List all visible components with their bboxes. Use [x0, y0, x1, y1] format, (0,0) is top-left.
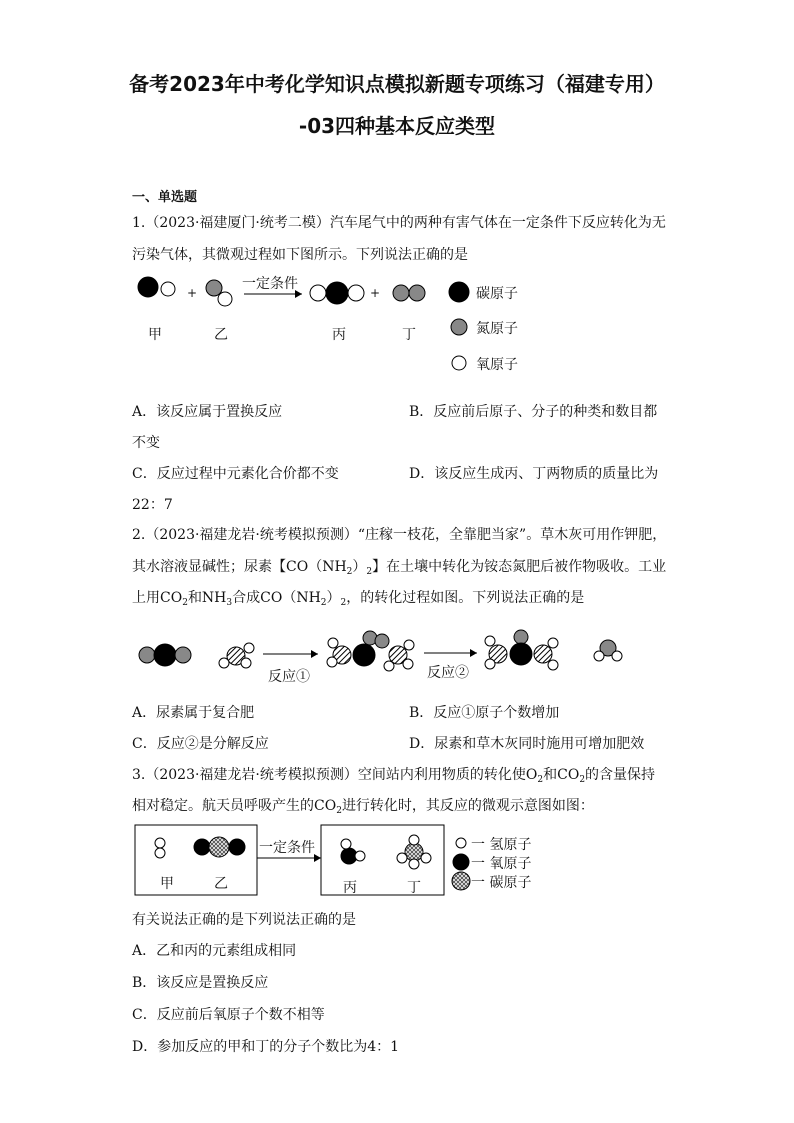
q3-label-jia: 甲	[160, 876, 174, 892]
q3-legend-oxygen: 一 氧原子	[471, 856, 532, 872]
carbon-atom-icon	[452, 872, 470, 890]
page-subtitle: -03四种基本反应类型	[298, 114, 496, 138]
q1-plus-2: +	[370, 286, 381, 300]
q1-option-b: B．反应前后原子、分子的种类和数目都	[409, 404, 658, 420]
hydrogen-atom-icon	[456, 838, 466, 848]
q3-label-ding: 丁	[407, 880, 421, 896]
q2-stem-line3: 上用$CO_2$和$NH_3$合成$CO(NH_2)_2$，的转化过程如图。下列说法正确的是	[132, 590, 585, 608]
q3-legend-hydrogen: 一 氢原子	[471, 837, 532, 853]
q1-option-d: D．该反应生成丙、丁两物质的质量比为	[409, 466, 659, 482]
q3-prompt: 有关说法正确的是下列说法正确的是	[132, 912, 356, 928]
q2-option-d: D．尿素和草木灰同时施用可增加肥效	[409, 736, 645, 752]
q1-label-bing: 丙	[332, 327, 346, 343]
q3-molecule-yi	[194, 837, 245, 857]
q3-molecule-jia	[155, 838, 165, 858]
q1-label-jia: 甲	[148, 327, 162, 343]
q3-reactant-box	[135, 825, 257, 895]
q3-molecule-ding	[397, 835, 431, 869]
q2-option-a: A．尿素属于复合肥	[132, 705, 255, 721]
q1-plus-1: +	[187, 286, 198, 300]
q2-reaction2-label: 反应②	[427, 665, 469, 681]
q2-stem-line1: 2.（2023·福建龙岩·统考模拟预测）“庄稼一枝花，全靠肥当家”。草木灰可用作钾肥，	[132, 527, 667, 543]
oxygen-atom-icon	[453, 854, 469, 870]
q2-option-c: C．反应②是分解反应	[132, 736, 269, 752]
q3-stem-line2: 相对稳定。航天员呼吸产生的$CO_2$进行转化时，其反应的微观示意图如图：	[132, 798, 594, 816]
q2-stem-line2: 其水溶液显碱性；尿素【$CO(NH_2)_2$】在土壤中转化为铵态氮肥后被作物吸收。工业	[132, 559, 667, 577]
section-heading: 一、单选题	[132, 190, 198, 205]
q3-option-b: B．该反应是置换反应	[132, 975, 269, 991]
legend-nitrogen: 氮原子	[476, 321, 518, 337]
q1-label-ding: 丁	[402, 327, 416, 343]
q2-reaction1-label: 反应①	[268, 669, 310, 685]
q3-molecule-bing	[341, 839, 365, 864]
q3-legend-carbon: 一 碳原子	[471, 875, 532, 891]
q1-option-d-cont: 22：7	[132, 497, 173, 513]
q1-option-b-cont: 不变	[132, 435, 160, 451]
q1-option-a: A．该反应属于置换反应	[132, 404, 283, 420]
q3-option-d: D．参加反应的甲和丁的分子个数比为4：1	[132, 1039, 400, 1055]
q1-stem-line2: 污染气体，其微观过程如下图所示。下列说法正确的是	[132, 247, 468, 263]
q2-option-b: B．反应①原子个数增加	[409, 705, 560, 721]
q3-option-a: A．乙和丙的元素组成相同	[132, 943, 297, 959]
q1-stem-line1: 1.（2023·福建厦门·统考二模）汽车尾气中的两种有害气体在一定条件下反应转化为无	[132, 215, 666, 231]
q3-stem-line1: 3.（2023·福建龙岩·统考模拟预测）空间站内利用物质的转化使$O_2$和$CO_2$的含量保持	[132, 767, 656, 785]
q1-label-yi: 乙	[214, 327, 228, 343]
legend-carbon: 碳原子	[476, 286, 518, 302]
q3-label-yi: 乙	[214, 876, 228, 892]
page-title: 备考2023年中考化学知识点模拟新题专项练习（福建专用）	[129, 72, 665, 96]
q1-option-c: C．反应过程中元素化合价都不变	[132, 466, 339, 482]
q3-arrow-label: 一定条件	[259, 840, 315, 856]
q1-arrow-label: 一定条件	[242, 276, 298, 292]
legend-oxygen: 氧原子	[476, 357, 518, 373]
q3-label-bing: 丙	[343, 880, 357, 896]
q3-option-c: C．反应前后氧原子个数不相等	[132, 1007, 325, 1023]
